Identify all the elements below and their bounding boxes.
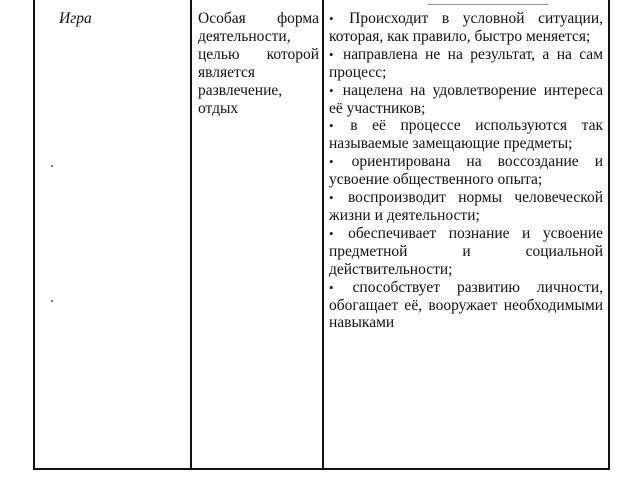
- feature-item: [329, 82, 603, 118]
- definition-table: [33, 0, 610, 475]
- feature-text: в её процессе используются так называемые замещающие предметы;: [329, 117, 603, 153]
- definition-text: Особая форма деятельности, целью которой является развлечение, отдых: [198, 10, 319, 117]
- bullet-icon: •: [329, 225, 334, 241]
- bullet-icon: •: [329, 279, 334, 295]
- top-edge-fragment: [428, 4, 548, 5]
- feature-item: [329, 10, 603, 46]
- bullet-icon: •: [329, 154, 334, 170]
- definition-cell: [198, 10, 319, 118]
- bullet-icon: •: [329, 46, 334, 62]
- feature-text: способствует развитию личности, обогащает её, вооружает необходимыми навыками: [329, 278, 604, 332]
- feature-text: нацелена на удовлетворение интереса её участников;: [329, 81, 603, 117]
- features-cell: [329, 10, 603, 332]
- feature-item: [329, 189, 603, 225]
- scan-speck: [51, 300, 53, 302]
- feature-item: [329, 225, 603, 279]
- column-divider-1: [190, 0, 192, 470]
- table-border-right: [608, 0, 610, 470]
- feature-text: обеспечивает познание и усвоение предметной и социальной действительности;: [329, 224, 604, 278]
- term-cell: [59, 10, 184, 28]
- table-border-bottom: [33, 468, 610, 470]
- feature-text: ориентирована на воссоздание и усвоение общественного опыта;: [329, 153, 603, 189]
- term-text: Игра: [59, 10, 92, 27]
- feature-item: [329, 46, 603, 82]
- feature-text: направлена не на результат, а на сам процесс;: [329, 45, 603, 81]
- table-border-left: [33, 0, 35, 470]
- bullet-icon: •: [329, 82, 334, 98]
- bullet-icon: •: [329, 190, 334, 206]
- scan-speck: [51, 165, 53, 167]
- feature-item: [329, 153, 603, 189]
- feature-item: [329, 279, 603, 333]
- feature-text: Происходит в условной ситуации, которая, как правило, быстро меняется;: [329, 10, 604, 45]
- feature-text: воспроизводит нормы человеческой жизни и деятельности;: [329, 189, 603, 224]
- column-divider-2: [322, 0, 324, 470]
- bullet-icon: •: [329, 118, 334, 134]
- feature-item: [329, 117, 603, 153]
- bullet-icon: •: [329, 11, 334, 26]
